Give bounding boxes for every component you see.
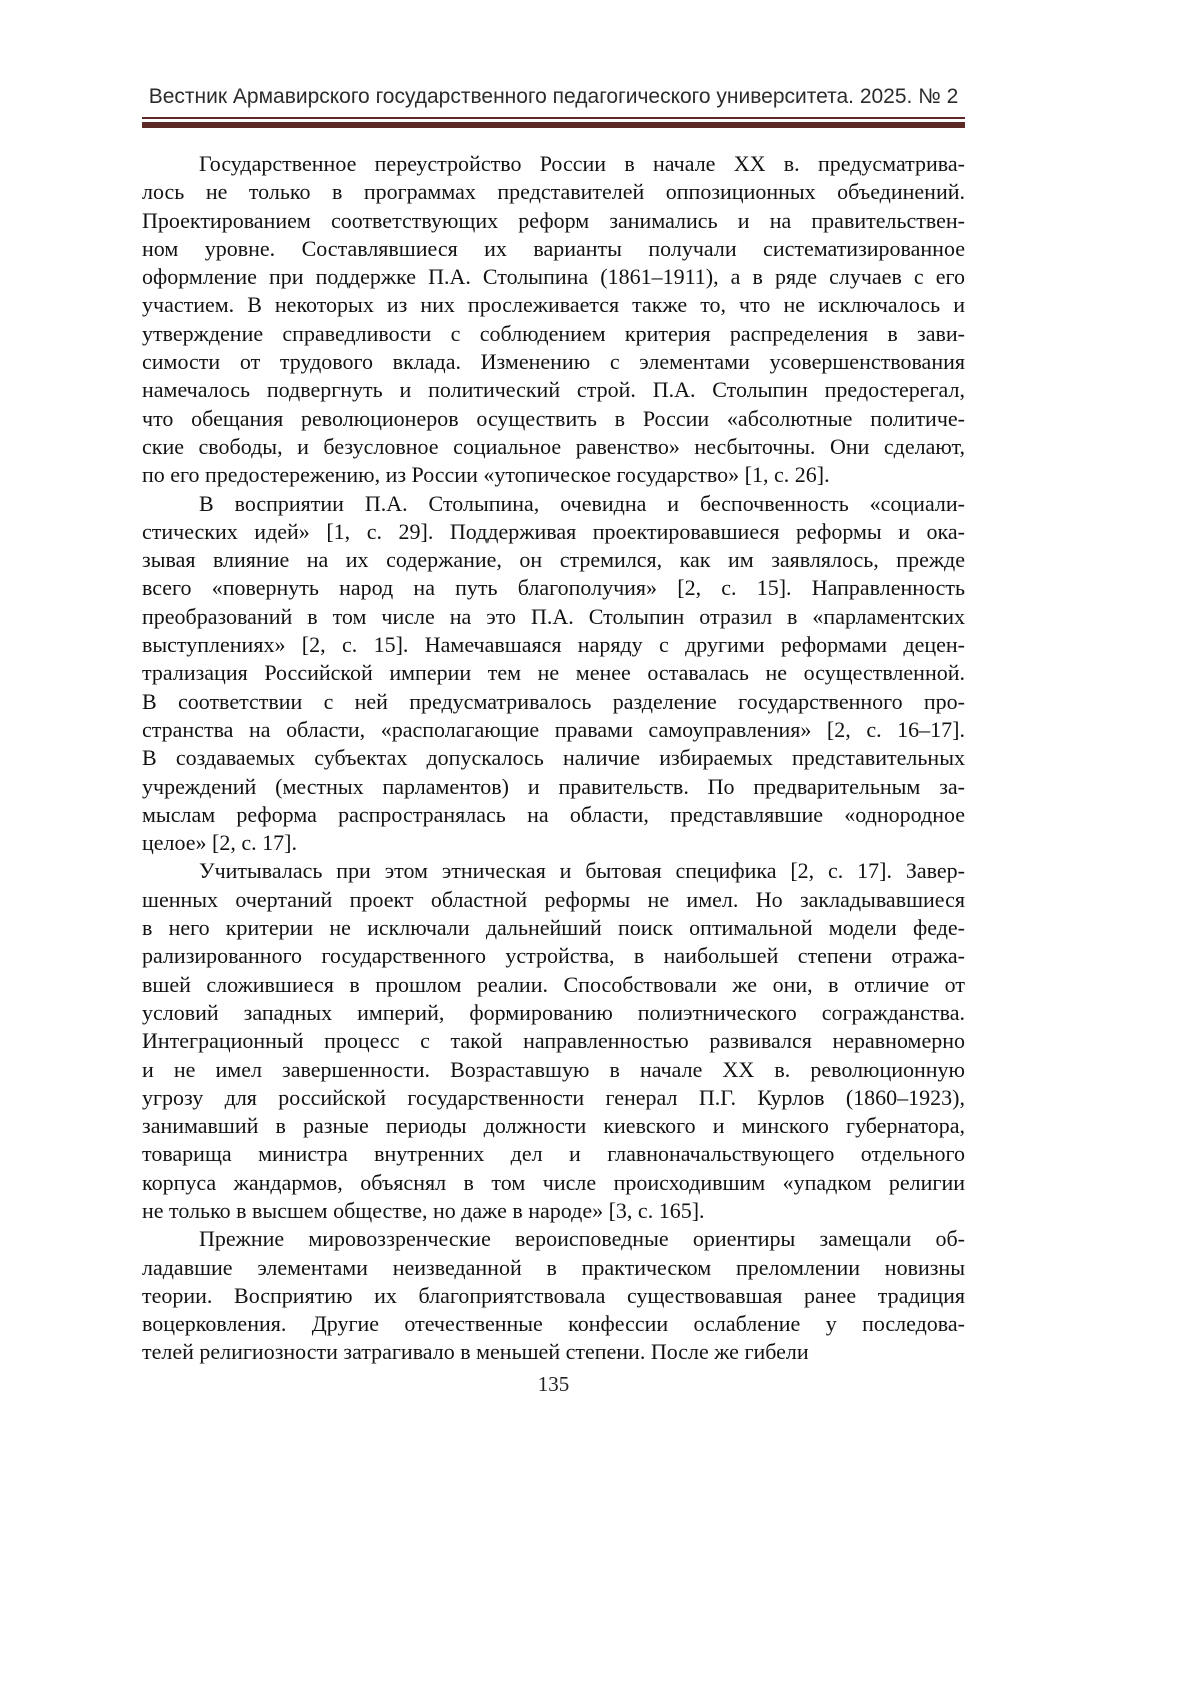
text-line: намечалось подвергнуть и политический строй. П.А. Столыпин предостерегал,: [142, 377, 965, 403]
text-line: ладавшие элементами неизведанной в практическом преломлении новизны: [142, 1254, 965, 1280]
text-line: симости от трудового вклада. Изменению с элементами усовершенствования: [142, 349, 965, 375]
page-footer: [142, 1372, 965, 1397]
text-line: странства на области, «располагающие правами самоуправления» [2, с. 16–17].: [142, 716, 965, 742]
text-line: зывая влияние на их содержание, он стремился, как им заявлялось, прежде: [142, 547, 965, 573]
text-line: рализированного государственного устройства, в наибольшей степени отража-: [142, 943, 965, 969]
paragraph: [142, 150, 965, 490]
text-line: учреждений (местных парламентов) и правительств. По предварительным за-: [142, 773, 965, 799]
paragraph: [142, 857, 965, 1225]
text-line: и не имел завершенности. Возраставшую в начале XX в. революционную: [142, 1056, 965, 1082]
text-line: трализация Российской империи тем не менее оставалась не осуществленной.: [142, 660, 965, 686]
text-line: занимавший в разные периоды должности киевского и минского губернатора,: [142, 1113, 965, 1139]
text-line: вшей сложившиеся в прошлом реалии. Способствовали же они, в отличие от: [142, 971, 965, 997]
text-line: В создаваемых субъектах допускалось наличие избираемых представительных: [142, 745, 965, 771]
text-line: угрозу для российской государственности генерал П.Г. Курлов (1860–1923),: [142, 1084, 965, 1110]
text-line: что обещания революционеров осуществить в России «абсолютные политиче-: [142, 405, 965, 431]
text-line: не только в высшем обществе, но даже в народе» [3, с. 165].: [142, 1197, 705, 1223]
header-rule-thin: [142, 117, 965, 119]
text-line: Государственное переустройство России в начале XX в. предусматрива-: [199, 151, 965, 176]
journal-title: Вестник Армавирского государственного педагогического университета. 2025. № 2: [148, 85, 959, 108]
text-line: Прежние мировоззренческие вероисповедные ориентиры замещали об-: [199, 1226, 965, 1252]
text-line: ские свободы, и безусловное социальное равенство» несбыточны. Они сделают,: [142, 433, 965, 459]
text-line: выступлениях» [2, с. 15]. Намечавшаяся наряду с другими реформами децен-: [142, 632, 965, 658]
text-line: по его предостережению, из России «утопическое государство» [1, с. 26].: [142, 462, 830, 488]
text-line: воцерковления. Другие отечественные конфессии ослабление у последова-: [142, 1311, 965, 1337]
text-line: стических идей» [1, с. 29]. Поддерживая проектировавшиеся реформы и ока-: [142, 518, 965, 544]
text-line: В соответствии с ней предусматривалось разделение государственного про-: [142, 688, 965, 714]
header-rule-thick: [142, 122, 965, 128]
page-number: 135: [537, 1372, 570, 1396]
text-line: теории. Восприятию их благоприятствовала существовавшая ранее традиция: [142, 1282, 965, 1308]
running-header: [142, 84, 965, 128]
text-line: всего «повернуть народ на путь благополучия» [2, с. 15]. Направленность: [142, 575, 965, 601]
text-line: ном уровне. Составлявшиеся их варианты получали систематизированное: [142, 235, 965, 261]
text-line: корпуса жандармов, объяснял в том числе происходившим «упадком религии: [142, 1169, 965, 1195]
text-line: целое» [2, с. 17].: [142, 830, 297, 856]
text-line: условий западных империй, формированию полиэтнического согражданства.: [142, 999, 965, 1025]
text-line: шенных очертаний проект областной реформы не имел. Но закладывавшиеся: [142, 886, 965, 912]
text-line: преобразований в том числе на это П.А. Столыпин отразил в «парламентских: [142, 603, 965, 629]
text-line: В восприятии П.А. Столыпина, очевидна и беспочвенность «социали-: [199, 490, 965, 516]
paragraph: [142, 490, 965, 858]
text-line: мыслам реформа распространялась на области, представлявшие «однородное: [142, 801, 965, 827]
text-line: в него критерии не исключали дальнейший поиск оптимальной модели феде-: [142, 915, 965, 941]
text-line: лось не только в программах представителей оппозиционных объединений.: [142, 179, 965, 205]
text-line: участием. В некоторых из них прослеживается также то, что не исключалось и: [142, 292, 965, 318]
page-body: [142, 150, 965, 1367]
text-line: оформление при поддержке П.А. Столыпина (1861–1911), а в ряде случаев с его: [142, 264, 965, 290]
text-line: Интеграционный процесс с такой направленностью развивался неравномерно: [142, 1028, 965, 1054]
paragraph: [142, 1225, 965, 1366]
text-line: Проектированием соответствующих реформ занимались и на правительствен-: [142, 207, 965, 233]
text-line: телей религиозности затрагивало в меньшей степени. После же гибели: [142, 1339, 809, 1365]
text-line: товарища министра внутренних дел и главноначальствующего отдельного: [142, 1141, 965, 1167]
text-line: утверждение справедливости с соблюдением критерия распределения в зави-: [142, 320, 965, 346]
text-line: Учитывалась при этом этническая и бытовая специфика [2, с. 17]. Завер-: [199, 858, 965, 884]
